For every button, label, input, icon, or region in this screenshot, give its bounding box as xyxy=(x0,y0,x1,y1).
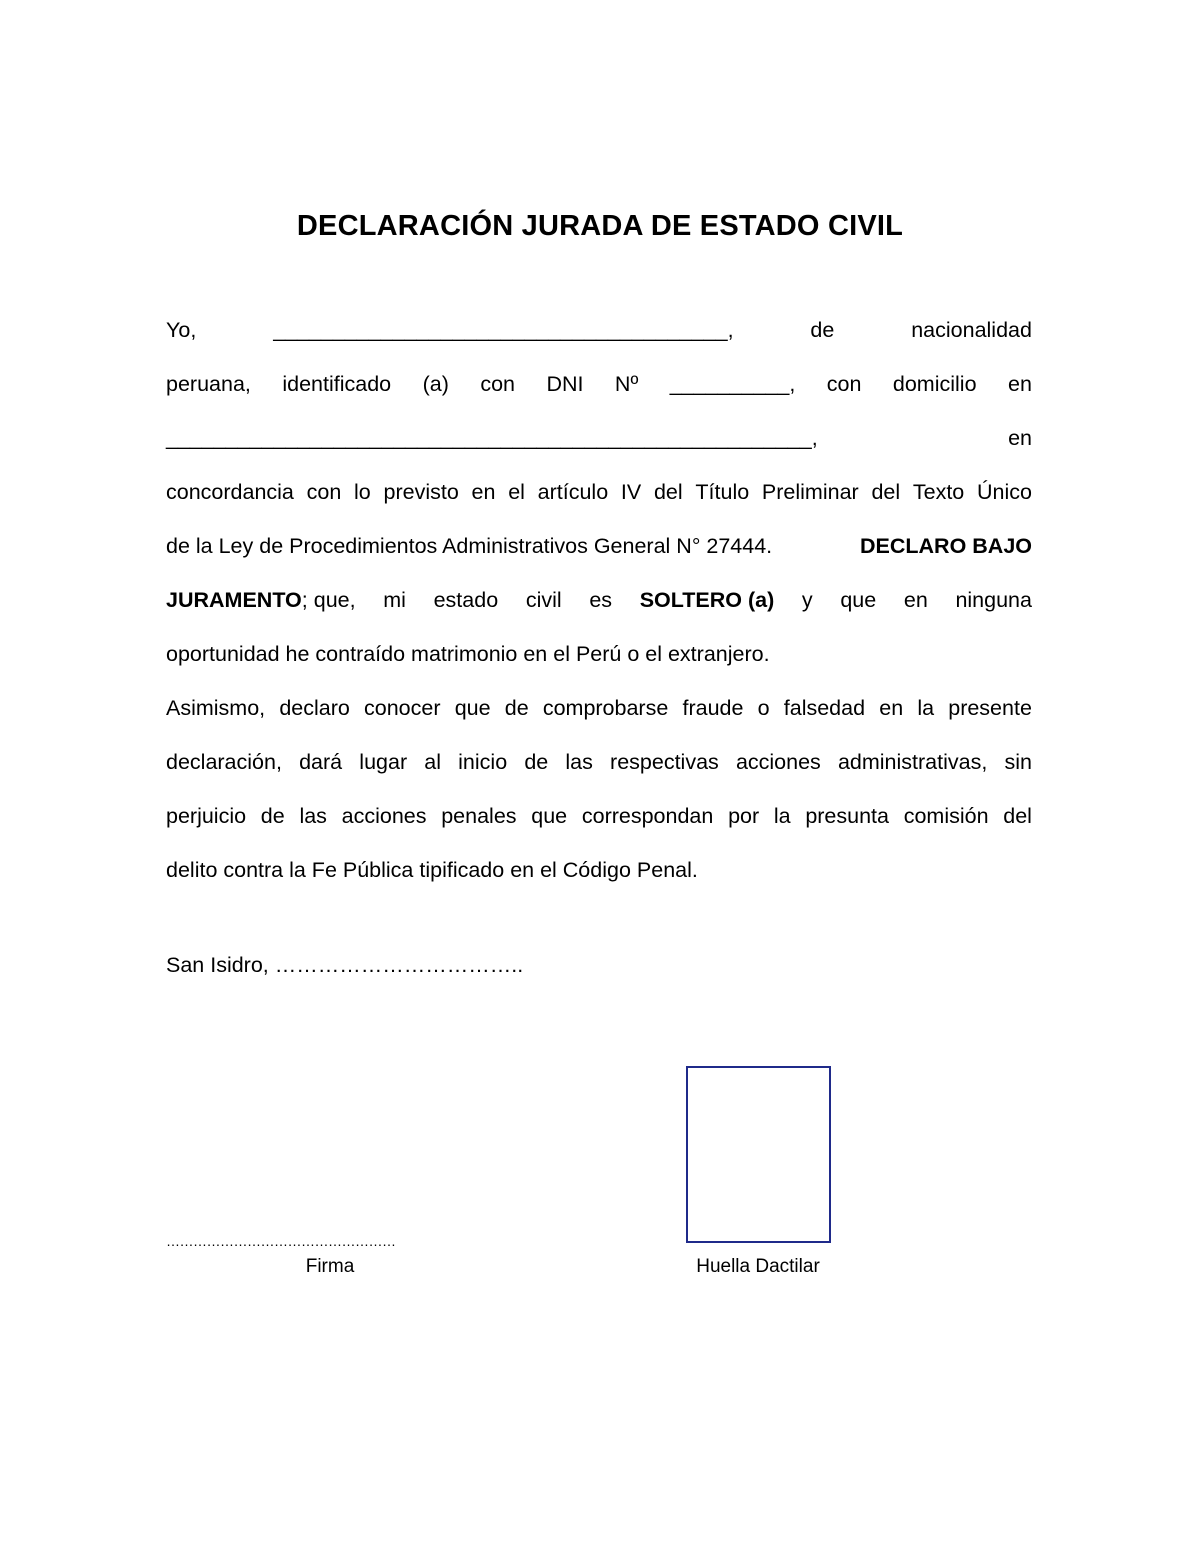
word: de xyxy=(524,750,549,774)
paragraph-line-5-text: de la Ley de Procedimientos Administrativos General N° 27444. xyxy=(166,534,773,558)
paragraph-line-2 xyxy=(166,369,1032,399)
word: la xyxy=(917,696,935,720)
word: conocer xyxy=(364,696,441,720)
word: y xyxy=(801,588,813,612)
word: en xyxy=(879,696,904,720)
word: que xyxy=(454,696,491,720)
paragraph-line-9 xyxy=(166,747,1032,777)
word: en xyxy=(1007,372,1032,396)
word: con xyxy=(480,372,515,396)
word: en xyxy=(903,588,928,612)
word: comprobarse xyxy=(542,696,669,720)
document-title: DECLARACIÓN JURADA DE ESTADO CIVIL xyxy=(296,210,904,242)
word: concordancia xyxy=(166,480,294,504)
word: en xyxy=(471,480,496,504)
word: acciones xyxy=(735,750,821,774)
word: por xyxy=(728,804,760,828)
word: ______________________________________________________, xyxy=(166,426,818,450)
paragraph-line-1 xyxy=(166,315,1032,345)
word: ninguna xyxy=(955,588,1032,612)
juramento-bold: JURAMENTO xyxy=(166,588,302,612)
word: falsedad xyxy=(783,696,866,720)
word: peruana, xyxy=(166,372,251,396)
word: del xyxy=(653,480,683,504)
word: del xyxy=(871,480,901,504)
word: Asimismo, xyxy=(166,696,266,720)
word: nacionalidad xyxy=(911,318,1032,342)
word: artículo xyxy=(537,480,609,504)
word: lo xyxy=(354,480,371,504)
paragraph-line-5 xyxy=(166,531,1032,561)
paragraph-line-6 xyxy=(166,585,1032,615)
signature-line: …………………………………………… xyxy=(166,1233,396,1249)
word: sin xyxy=(1004,750,1032,774)
word: el xyxy=(508,480,525,504)
word: fraude xyxy=(682,696,744,720)
word: civil xyxy=(525,588,562,612)
word: Texto xyxy=(912,480,965,504)
word: declaro xyxy=(279,696,350,720)
word: lugar xyxy=(359,750,408,774)
signature-label: Firma xyxy=(305,1256,355,1277)
word: Único xyxy=(977,480,1032,504)
word: Título xyxy=(695,480,750,504)
word: dará xyxy=(299,750,343,774)
word: de xyxy=(260,804,285,828)
date-line: San Isidro, …………………………….. xyxy=(166,953,524,977)
fingerprint-label: Huella Dactilar xyxy=(696,1256,820,1277)
word: con xyxy=(826,372,862,396)
fingerprint-box xyxy=(686,1066,831,1243)
word: inicio xyxy=(458,750,508,774)
paragraph-line-7: oportunidad he contraído matrimonio en el Perú o el extranjero. xyxy=(166,642,770,666)
word: respectivas xyxy=(610,750,719,774)
word: comisión xyxy=(903,804,989,828)
word: que xyxy=(531,804,568,828)
word: de xyxy=(504,696,529,720)
word: presente xyxy=(948,696,1032,720)
word: declaración, xyxy=(166,750,282,774)
word: o xyxy=(757,696,770,720)
word: mi xyxy=(383,588,406,612)
paragraph-line-8 xyxy=(166,693,1032,723)
word: al xyxy=(424,750,441,774)
word: de xyxy=(810,318,835,342)
paragraph-line-3 xyxy=(166,423,1032,453)
paragraph-line-4 xyxy=(166,477,1032,507)
word: en xyxy=(1008,426,1032,450)
word: ______________________________________, xyxy=(273,318,734,342)
word: con xyxy=(306,480,342,504)
word: la xyxy=(773,804,791,828)
word: domicilio xyxy=(892,372,977,396)
word: Preliminar xyxy=(761,480,859,504)
word: Nº xyxy=(614,372,639,396)
word: penales xyxy=(441,804,517,828)
word: acciones xyxy=(341,804,427,828)
word: perjuicio xyxy=(166,804,247,828)
word: las xyxy=(299,804,327,828)
word: DNI xyxy=(546,372,584,396)
declaro-bajo-bold: DECLARO BAJO xyxy=(859,534,1032,558)
word: es xyxy=(589,588,613,612)
word: que xyxy=(840,588,877,612)
word: correspondan xyxy=(581,804,714,828)
word: IV xyxy=(620,480,642,504)
word: las xyxy=(565,750,593,774)
word: (a) xyxy=(422,372,449,396)
paragraph-line-11: delito contra la Fe Pública tipificado en el Código Penal. xyxy=(166,858,698,882)
paragraph-line-10 xyxy=(166,801,1032,831)
word: del xyxy=(1003,804,1032,828)
word: administrativas, xyxy=(837,750,988,774)
word: previsto xyxy=(383,480,459,504)
word: estado xyxy=(433,588,499,612)
word: presunta xyxy=(805,804,889,828)
word: JURAMENTO; que, xyxy=(166,588,356,612)
word: identificado xyxy=(282,372,392,396)
word: __________, xyxy=(669,372,796,396)
bold-phrase: SOLTERO (a) xyxy=(639,588,775,612)
word: Yo, xyxy=(166,318,197,342)
